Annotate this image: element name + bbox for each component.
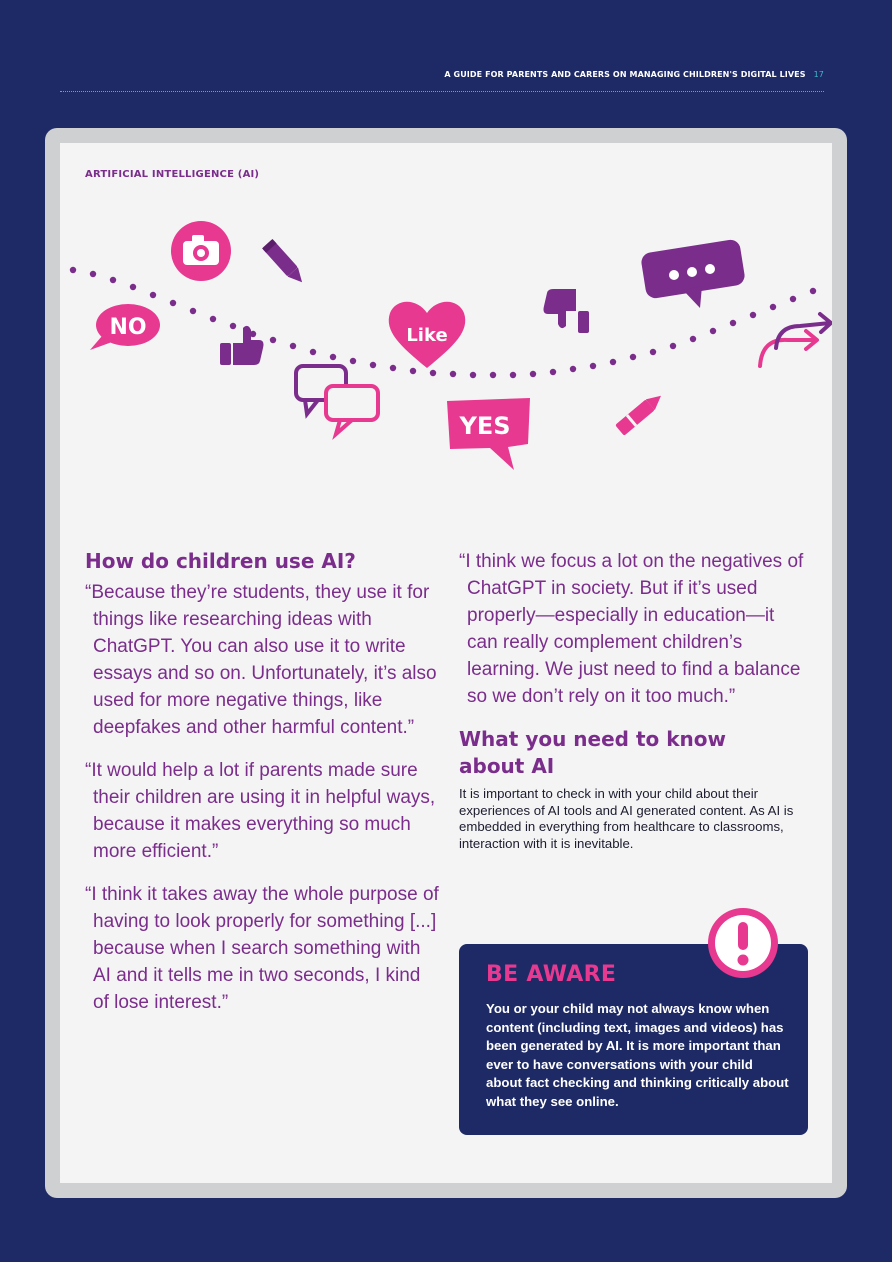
exclamation-icon [706,906,780,980]
right-column [459,548,809,852]
page-number: 17 [813,70,824,79]
quote-1: “Because they’re students, they use it for things like researching ideas with ChatGPT. You can also use it to write essays and so on. Unfortunately, it’s also used for more negative things, like deepfakes and other harmful content.” [85,582,437,738]
header-divider [60,91,824,92]
yes-label: YES [459,412,511,440]
content-panel [60,143,832,1183]
heading-line-2: about AI [459,754,555,778]
quote-2: “It would help a lot if parents made sure their children are using it in helpful ways, because it makes everything so much more efficient.” [85,760,436,862]
no-bubble-icon [90,304,160,350]
camera-icon [171,221,231,281]
section-label: ARTIFICIAL INTELLIGENCE (AI) [85,169,260,180]
heading-line-1: What you need to know [459,727,726,751]
crayon-icon [615,390,665,435]
ai-illustration [60,218,832,538]
chat-dots-icon [640,238,746,308]
chat-bubbles-icon [296,366,378,434]
running-header [60,70,824,79]
children-use-heading: How do children use AI? [85,549,356,573]
heart-like-icon [389,302,466,368]
quote-3: “I think it takes away the whole purpose of having to look properly for something [...] because when I search something with AI and it tells me in two seconds, I kind of lose interest.” [85,884,439,1013]
need-to-know-heading [459,726,809,780]
thumbs-up-icon [220,326,264,365]
pencil-icon [262,239,307,287]
left-column [85,548,440,1032]
be-aware-title: BE AWARE [486,962,617,987]
no-label: NO [109,315,147,340]
yes-bubble-icon [447,398,530,470]
thumbs-down-icon [544,289,590,333]
be-aware-text: You or your child may not always know when content (including text, images and videos) has been generated by AI. It is more important than ever to have conversations with your child about fact checking and thinking critically about what they see online. [486,1001,789,1109]
quote-4: “I think we focus a lot on the negatives of ChatGPT in society. But if it’s used properly—especially in education—it can really complement children’s learning. We just need to find a balance so we don’t rely on it too much.” [459,551,804,707]
guide-title: A GUIDE FOR PARENTS AND CARERS ON MANAGING CHILDREN'S DIGITAL LIVES [444,70,806,79]
need-to-know-body: It is important to check in with your child about their experiences of AI tools and AI generated content. As AI is embedded in everything from healthcare to classrooms, interaction with it is inevitable. [459,786,794,851]
content-card [45,128,847,1198]
like-label: Like [406,325,448,346]
arrows-icon [760,314,831,366]
